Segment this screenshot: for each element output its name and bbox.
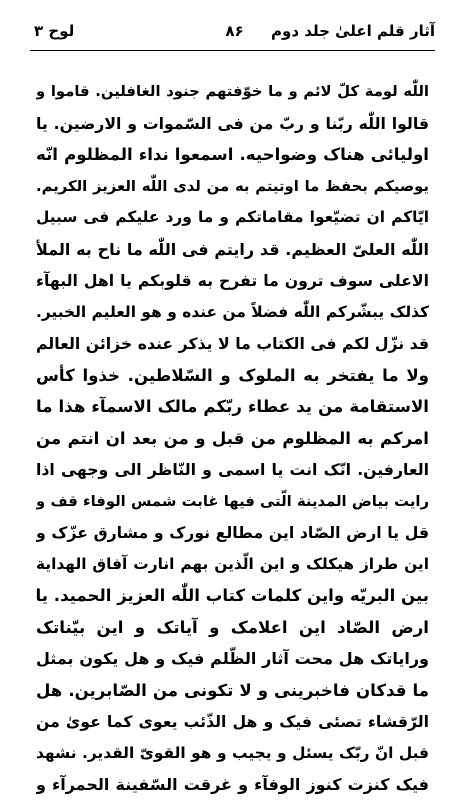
- text-line: امرکم به المظلوم من قبل و من بعد ان انتم من: [36, 428, 429, 448]
- text-line: الرّقشاء تصئی فیک و هل الذّئب یعوی کما عویٰ من: [36, 712, 429, 731]
- text-line: اولیائی هناک وضواحیه. اسمعوا نداء المظلوم انّه: [36, 145, 429, 164]
- text-line: رایت بیاض المدینة الّتی فیها غابت شمس الوفاء قف و: [36, 492, 429, 510]
- text-line: اللّٰه لومة کلّ لائم و ما خوّفتهم جنود الغافلین. قاموا و: [36, 83, 429, 100]
- text-line: الاعلی سوف ترون ما تفرح به قلوبکم یا اهل البهآء: [36, 271, 429, 290]
- tablet-label: لوح ۳: [34, 22, 75, 40]
- text-line: قد نزّل لکم فی الکتاب ما لا یذکر عنده خزائن العالم: [36, 334, 429, 353]
- text-line: العارفین. انّک انت یا اسمی و النّاظر الی وجهی اذا: [36, 460, 429, 479]
- body-text: [36, 76, 429, 801]
- text-line: الاستقامة من ید عطاء ربّکم مالک الاسمآء هذا ما: [36, 397, 429, 416]
- header-rule: [30, 50, 435, 51]
- text-line: فیک کنزت کنوز الوفآء و غرقت السّفینة الحمرآء و: [36, 775, 429, 794]
- text-line: ارض الصّاد این اعلامک و آیاتک و این بیّناتک: [36, 617, 429, 637]
- text-line: ورایاتک هل محت آثار الظّلم فیک و هل یکون بمثل: [36, 649, 429, 668]
- text-line: ایّاکم ان تضیّعوا مقاماتکم و ما ورد علیکم فی سبیل: [36, 208, 429, 226]
- page-number: ۸۶: [225, 22, 244, 40]
- text-line: اللّٰه العلیّ العظیم. قد رایتم فی اللّٰه ما ناح به الملأ: [36, 239, 429, 259]
- text-line: بین البریّه واین کلمات کتاب اللّٰه العزیز الحمید. یا: [36, 586, 429, 605]
- text-line: ولا ما یفتخر به الملوک و السّلاطین. خذوا کأس: [36, 365, 429, 385]
- book-title: آثار قلم اعلیٰ جلد دوم: [271, 22, 435, 40]
- running-header: [34, 16, 435, 50]
- text-line: قالوا اللّٰه ربّنا و ربّ من فی السّموات و الارضین. یا: [36, 113, 429, 133]
- text-line: قل یا ارض الصّاد این مطالع نورک و مشارق عزّک و: [36, 523, 429, 542]
- text-line: کذلک یبشّرکم اللّٰه فضلاً من عنده و هو العلیم الخبیر.: [36, 302, 429, 321]
- text-line: این طراز هیکلک و این الّذین بهم انارت آفاق الهدایة: [36, 554, 429, 573]
- text-line: قبل انّ ربّک یسئل و یجیب و هو القویّ القدیر. نشهد: [36, 743, 429, 762]
- text-line: ما قدکان فاخبرینی و لا تکونی من الصّابرین. هل: [36, 680, 429, 700]
- text-line: یوصیکم بحفظ ما اوتیتم به من لدی اللّٰه العزیز الکریم.: [36, 177, 429, 195]
